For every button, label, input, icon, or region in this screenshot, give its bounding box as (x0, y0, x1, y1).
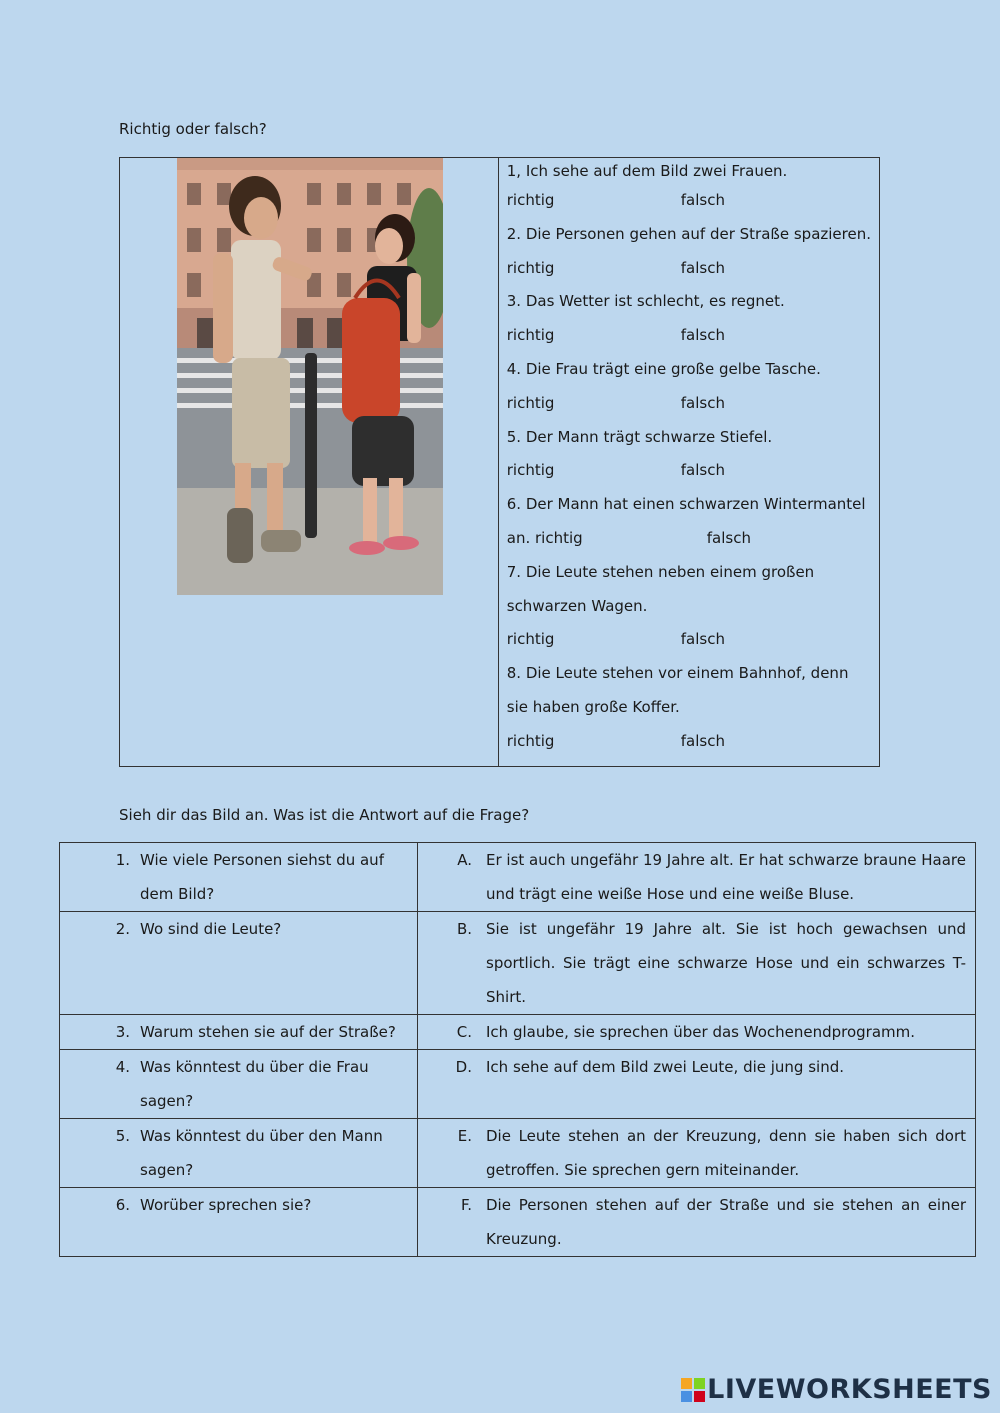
table-row (60, 1119, 976, 1188)
answer-wrap (418, 1119, 975, 1187)
statement-line: 5. Der Mann trägt schwarze Stiefel. (506, 427, 773, 446)
answer-options (507, 725, 871, 759)
answer-cell[interactable] (418, 912, 976, 1015)
table-row (60, 843, 976, 912)
question-wrap (60, 1015, 417, 1049)
question-text: Worüber sprechen sie? (140, 1196, 312, 1214)
question-text: Was könntest du über den Mann sagen? (140, 1127, 383, 1179)
answer-options (507, 319, 871, 353)
table-row (60, 912, 976, 1015)
answer-text: Die Personen stehen auf der Straße und sie stehen an einer Kreuzung. (486, 1196, 966, 1248)
option-richtig[interactable]: richtig (506, 461, 555, 480)
answer-options (507, 387, 871, 421)
statement-line: schwarzen Wagen. (506, 596, 648, 615)
question-wrap (60, 1188, 417, 1222)
answer-cell[interactable] (418, 1015, 976, 1050)
section1-heading: Richtig oder falsch? (119, 120, 267, 138)
option-richtig[interactable]: richtig (506, 326, 555, 345)
option-falsch[interactable]: falsch (680, 461, 725, 480)
answer-text: Ich glaube, sie sprechen über das Wochenendprogramm. (486, 1023, 916, 1041)
statement-line: sie haben große Koffer. (506, 697, 680, 716)
answer-text: Sie ist ungefähr 19 Jahre alt. Sie ist hoch gewachsen und sportlich. Sie trägt eine schwarze Hose und ein schwarzes T-Shirt. (486, 920, 966, 1006)
answer-letter: E. (457, 1127, 472, 1145)
answer-options (507, 454, 871, 488)
question-text: Wie viele Personen siehst du auf dem Bild? (140, 851, 384, 903)
question-wrap (60, 912, 417, 946)
liveworksheets-logo (681, 1374, 992, 1405)
answer-wrap (418, 843, 975, 911)
question-wrap (60, 843, 417, 911)
statement-line: 7. Die Leute stehen neben einem großen (506, 562, 815, 581)
answer-cell[interactable] (418, 1050, 976, 1119)
question-number: 6. (115, 1196, 130, 1214)
statement-line: 8. Die Leute stehen vor einem Bahnhof, denn (506, 664, 849, 683)
question-cell (499, 158, 879, 766)
answer-letter: C. (456, 1023, 472, 1041)
option-falsch[interactable]: falsch (706, 528, 751, 547)
true-false-table (119, 157, 880, 767)
answer-letter: A. (457, 851, 472, 869)
section2-heading: Sieh dir das Bild an. Was ist die Antwort auf die Frage? (119, 806, 530, 824)
statement-line: 6. Der Mann hat einen schwarzen Wintermantel (506, 495, 866, 514)
question-cell (60, 843, 418, 912)
option-richtig[interactable]: an. richtig (506, 528, 583, 547)
answer-text: Er ist auch ungefähr 19 Jahre alt. Er hat schwarze braune Haare und trägt eine weiße Hose und eine weiße Bluse. (486, 851, 966, 903)
answer-wrap (418, 1015, 975, 1049)
option-falsch[interactable]: falsch (680, 731, 725, 750)
option-richtig[interactable]: richtig (506, 258, 555, 277)
option-richtig[interactable]: richtig (506, 630, 555, 649)
photo-cell (120, 158, 499, 766)
question-cell (60, 1050, 418, 1119)
option-richtig[interactable]: richtig (506, 191, 555, 209)
statement-line: 2. Die Personen gehen auf der Straße spazieren. (506, 224, 871, 243)
question-number: 4. (115, 1058, 130, 1076)
answer-text: Ich sehe auf dem Bild zwei Leute, die jung sind. (486, 1058, 845, 1076)
answer-letter: B. (456, 920, 472, 938)
table-row (60, 1050, 976, 1119)
question-cell (60, 1188, 418, 1257)
answer-cell[interactable] (418, 1188, 976, 1257)
matching-table (59, 842, 976, 1257)
statement-line: 3. Das Wetter ist schlecht, es regnet. (506, 292, 785, 311)
table-row (60, 1188, 976, 1257)
liveworksheets-logo-icon (681, 1378, 705, 1402)
question-number: 5. (115, 1127, 130, 1145)
answer-options (507, 623, 871, 657)
option-falsch[interactable]: falsch (680, 630, 725, 649)
answer-text: Die Leute stehen an der Kreuzung, denn sie haben sich dort getroffen. Sie sprechen gern miteinander. (486, 1127, 966, 1179)
statement-line: 1, Ich sehe auf dem Bild zwei Frauen. (506, 162, 788, 180)
question-number: 3. (115, 1023, 130, 1041)
question-cell (60, 1015, 418, 1050)
question-wrap (60, 1050, 417, 1118)
question-number: 1. (115, 851, 130, 869)
answer-cell[interactable] (418, 1119, 976, 1188)
answer-letter: D. (455, 1058, 472, 1076)
answer-options (507, 522, 871, 556)
answer-options (507, 184, 871, 218)
option-falsch[interactable]: falsch (680, 393, 725, 412)
option-richtig[interactable]: richtig (506, 393, 555, 412)
answer-options (507, 252, 871, 286)
question-wrap (60, 1119, 417, 1187)
question-text: Was könntest du über die Frau sagen? (140, 1058, 369, 1110)
street-photo (177, 158, 443, 595)
option-falsch[interactable]: falsch (680, 326, 725, 345)
option-falsch[interactable]: falsch (680, 191, 725, 209)
answer-letter: F. (461, 1196, 472, 1214)
option-falsch[interactable]: falsch (680, 258, 725, 277)
answer-wrap (418, 912, 975, 1014)
table-row (60, 1015, 976, 1050)
question-text: Wo sind die Leute? (140, 920, 282, 938)
question-text: Warum stehen sie auf der Straße? (140, 1023, 396, 1041)
logo-text: LIVEWORKSHEETS (707, 1374, 992, 1405)
question-cell (60, 912, 418, 1015)
answer-wrap (418, 1050, 975, 1084)
question-cell (60, 1119, 418, 1188)
answer-cell[interactable] (418, 843, 976, 912)
statement-line: 4. Die Frau trägt eine große gelbe Tasche. (506, 359, 821, 378)
question-number: 2. (115, 920, 130, 938)
option-richtig[interactable]: richtig (506, 731, 555, 750)
answer-wrap (418, 1188, 975, 1256)
